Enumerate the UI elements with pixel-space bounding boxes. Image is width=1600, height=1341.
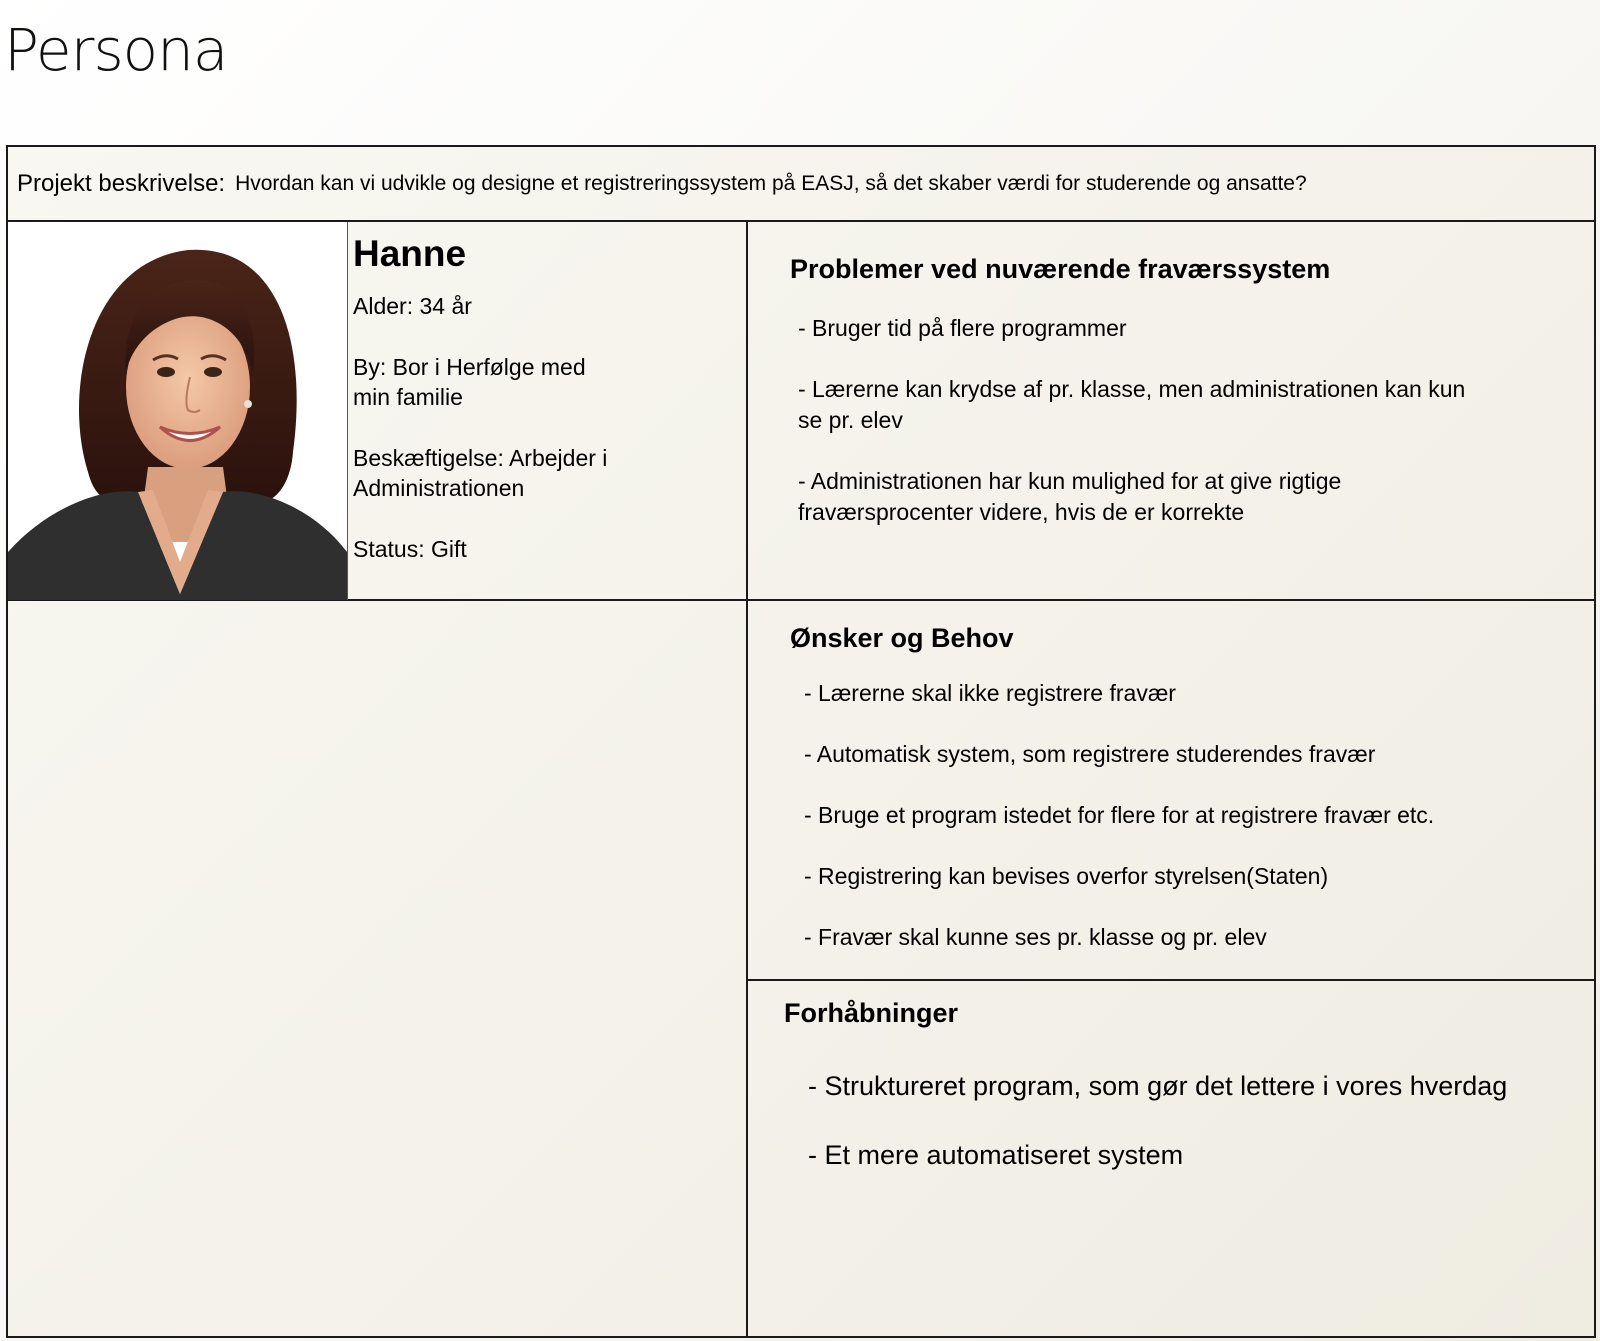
- row-divider-right-top: [746, 599, 1596, 601]
- persona-age: Alder: 34 år: [353, 293, 472, 319]
- problems-list: [790, 313, 1560, 528]
- list-item: - Automatisk system, som registrere studerendes fravær: [804, 741, 1376, 767]
- column-divider: [746, 222, 748, 1338]
- list-item: - Struktureret program, som gør det lettere i vores hverdag: [808, 1071, 1508, 1101]
- list-item: - Bruger tid på flere programmer: [798, 315, 1127, 341]
- list-item: - Registrering kan bevises overfor styrelsen(Staten): [804, 863, 1329, 889]
- list-item: - Bruge et program istedet for flere for at registrere fravær etc.: [804, 802, 1435, 828]
- persona-city: By: Bor i Herfølge med min familie: [353, 354, 586, 410]
- portrait-image: [8, 222, 347, 600]
- wishes-section: [790, 622, 1560, 983]
- project-label: Projekt beskrivelse:: [17, 169, 226, 197]
- persona-occupation: Beskæftigelse: Arbejder i Administrationen: [353, 445, 608, 501]
- hopes-list: [784, 1069, 1574, 1172]
- problems-section: [790, 253, 1560, 558]
- wishes-list: [790, 678, 1560, 952]
- list-item: - Et mere automatiseret system: [808, 1140, 1184, 1170]
- page-title: Persona: [4, 16, 228, 84]
- hopes-title: Forhåbninger: [784, 998, 958, 1028]
- problems-title: Problemer ved nuværende fraværssystem: [790, 254, 1331, 284]
- persona-photo: [8, 222, 348, 600]
- project-text: Hvordan kan vi udvikle og designe et registreringssystem på EASJ, så det skaber værdi for studerende og ansatte?: [235, 171, 1307, 195]
- hopes-section: [784, 997, 1574, 1207]
- wishes-title: Ønsker og Behov: [790, 623, 1014, 653]
- project-description: [8, 147, 1594, 222]
- list-item: - Fravær skal kunne ses pr. klasse og pr. elev: [804, 924, 1267, 950]
- list-item: - Lærerne skal ikke registrere fravær: [804, 680, 1176, 706]
- persona-info: [353, 227, 723, 595]
- list-item: - Lærerne kan krydse af pr. klasse, men administrationen kan kun se pr. elev: [798, 376, 1466, 433]
- persona-status: Status: Gift: [353, 536, 467, 562]
- persona-name: Hanne: [353, 233, 467, 274]
- list-item: - Administrationen har kun mulighed for at give rigtige fraværsprocenter videre, hvis de er korrekte: [798, 468, 1342, 525]
